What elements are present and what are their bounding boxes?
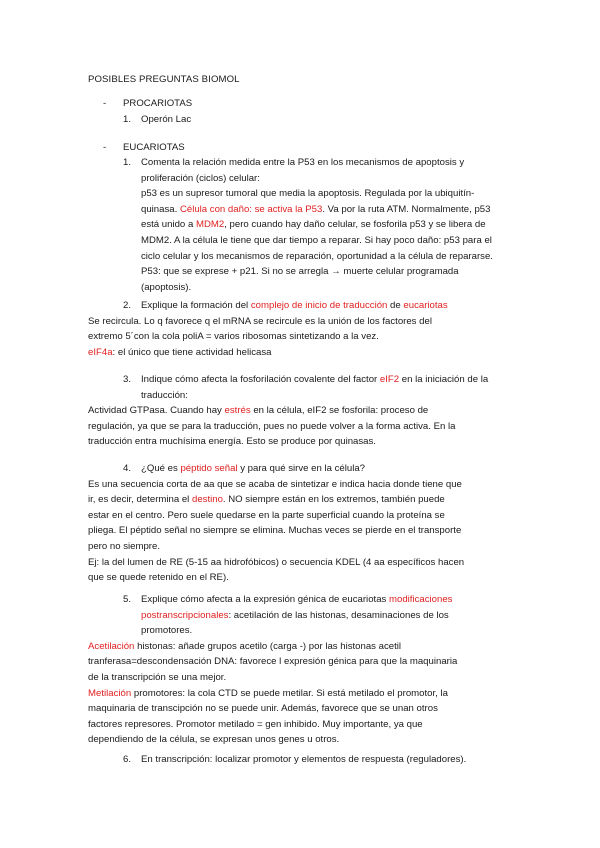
question-5 (141, 592, 452, 639)
highlight-text: Célula con daño: se activa la P53 (179, 203, 323, 215)
section-heading-eucariotas: EUCARIOTAS (123, 142, 185, 153)
text-line: MDM2. A la célula le tiene que dar tiempo a reparar. Si hay poco daño: p53 para el (141, 234, 492, 246)
text-line: Ej: la del lumen de RE (5-15 aa hidrofóbicos) o secuencia KDEL (4 aa específicos hacen (88, 556, 465, 568)
text-line: ir, es decir, determina el destino. NO siempre están en los extremos, también puede (88, 494, 445, 506)
highlight-text: postranscripcionales (141, 609, 229, 621)
text-line: traducción entra muchísima energía. Esto se produce por quinasas. (88, 436, 376, 448)
question-number: 5. (123, 594, 132, 605)
question-number: 2. (123, 300, 132, 311)
text-line: quinasa. Célula con daño: se activa la P53. Va por la ruta ATM. Normalmente, p53 (141, 203, 491, 215)
text-line: que se quede retenido en el RE). (88, 572, 229, 584)
list-item-operon-lac: Operón Lac (141, 114, 192, 125)
question-number: 6. (123, 754, 132, 765)
highlight-text: Metilación (88, 687, 132, 699)
text-line: Acetilación histonas: añade grupos acetilo (carga -) por las histonas acetil (88, 640, 402, 652)
text-line: pliega. El péptido señal no siempre se elimina. Muchas veces se pierde en el transporte (88, 525, 462, 537)
text-line: estar en el centro. Pero suele quedarse en la parte superficial cuando la proteína se (88, 509, 445, 521)
answer-3 (88, 403, 455, 450)
text-line: Se recircula. Lo q favorece q el mRNA se recircule es la unión de los factores del (88, 315, 432, 327)
text-line: tranferasa=descondensación DNA: favorece l expresión génica para que la maquinaria (88, 656, 458, 668)
text-line: (apoptosis). (141, 281, 192, 293)
list-number: 1. (123, 114, 132, 125)
text-line: factores represores. Promotor metilado = gen inhibido. Muy importante, ya que (88, 718, 423, 730)
text-line: Metilación promotores: la cola CTD se puede metilar. Si está metilado el promotor, la (88, 687, 448, 699)
question-1 (141, 155, 493, 295)
highlight-text: complejo de inicio de traducción (250, 300, 388, 311)
document-title: POSIBLES PREGUNTAS BIOMOL (88, 74, 240, 85)
highlight-text: MDM2 (195, 219, 225, 231)
text-line: promotores. (141, 625, 193, 637)
text-line: Comenta la relación medida entre la P53 en los mecanismos de apoptosis y (141, 157, 465, 168)
highlight-text: Acetilación (88, 640, 135, 652)
text-line: maquinaria de transcipción no se puede unir. Además, favorece que se unan otros (88, 703, 438, 715)
text-line: Es una secuencia corta de aa que se acaba de sintetizar e indica hacia donde tiene que (88, 478, 462, 490)
text-line: extremo 5´con la cola poliA = varios ribosomas sintetizando a la vez. (88, 331, 379, 343)
highlight-text: eIF4a (88, 346, 113, 358)
question-3 (141, 372, 488, 403)
text-line: proliferación (ciclos) celular: (141, 172, 260, 184)
text-line: Actividad GTPasa. Cuando hay estrés en la célula, eIF2 se fosforila: proceso de (88, 405, 429, 417)
question-4 (141, 461, 365, 477)
question-6 (141, 752, 466, 768)
text-line: regulación, ya que se para la traducción, pues no puede volver a la forma activa. En la (88, 420, 456, 432)
text-line: dependiendo de la célula, se expresan unos genes u otros. (88, 734, 340, 746)
highlight-text: péptido señal (180, 463, 238, 474)
highlight-text: eucariotas (403, 300, 448, 311)
text-line: traducción: (141, 389, 188, 401)
text-line: Indique cómo afecta la fosforilación covalente del factor eIF2 en la iniciación de la (141, 374, 489, 385)
answer-4 (88, 477, 464, 586)
text-line: Explique la formación del complejo de inicio de traducción de eucariotas (141, 300, 448, 311)
text-line: P53: que se exprese + p21. Si no se arregla → muerte celular programada (141, 266, 459, 278)
highlight-text: destino (191, 494, 223, 506)
text-line: de la transcripción se una mejor. (88, 671, 227, 683)
question-number: 1. (123, 157, 132, 168)
bullet-dash: - (103, 98, 107, 109)
highlight-text: estrés (224, 405, 251, 417)
text-line: p53 es un supresor tumoral que media la apoptosis. Regulada por la ubiquitín- (141, 188, 475, 200)
answer-2 (88, 314, 432, 361)
question-number: 3. (123, 374, 132, 385)
bullet-dash: - (103, 142, 107, 153)
highlight-text: eIF2 (379, 374, 400, 385)
highlight-text: modificaciones (389, 594, 453, 605)
text-line: ¿Qué es péptido señal y para qué sirve en la célula? (141, 463, 366, 474)
text-line: ciclo celular y los mecanismos de reparación, oportunidad a la célula de repararse. (141, 250, 493, 262)
text-line: Explique cómo afecta a la expresión génica de eucariotas modificaciones (141, 594, 453, 605)
question-2 (141, 298, 448, 314)
text-line: En transcripción: localizar promotor y elementos de respuesta (reguladores). (141, 754, 467, 765)
section-heading-procariotas: PROCARIOTAS (123, 98, 193, 109)
question-number: 4. (123, 463, 132, 474)
answer-5 (88, 639, 457, 748)
text-line: pero no siempre. (88, 540, 160, 552)
text-line: postranscripcionales: acetilación de las histonas, desaminaciones de los (141, 609, 449, 621)
text-line: está unido a MDM2, pero cuando hay daño celular, se fosforila p53 y se libera de (141, 219, 486, 231)
text-line: eIF4a: el único que tiene actividad helicasa (88, 346, 272, 358)
